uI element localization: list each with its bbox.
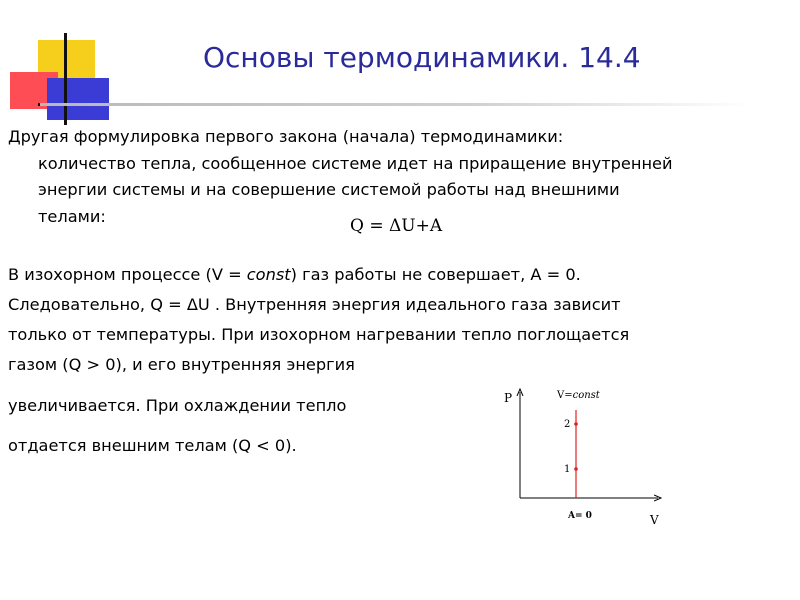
x-axis-label: V: [650, 513, 659, 527]
point-1-marker: [574, 467, 578, 471]
y-axis-label: P: [504, 391, 513, 405]
intro-line-1: Другая формулировка первого закона (начала) термодинамики:: [8, 127, 564, 146]
point-1-label: 1: [564, 464, 571, 475]
logo-vertical-bar: [64, 33, 67, 125]
intro-line-2: количество тепла, сообщенное системе идет на приращение внутренней: [38, 153, 673, 173]
point-2-marker: [574, 422, 578, 426]
process-label: [556, 390, 601, 401]
process-label-const: const: [572, 390, 600, 401]
work-label: A= 0: [568, 511, 592, 521]
point-2-label: 2: [564, 419, 571, 430]
body-line-5: увеличивается. При охлаждении тепло: [8, 396, 347, 415]
first-law-formula: Q = ΔU+A: [350, 216, 443, 236]
body-line-3: только от температуры. При изохорном нагревании тепло поглощается: [8, 325, 630, 344]
body-line-1: [8, 265, 581, 284]
body-line-1-const: const: [246, 265, 291, 284]
logo-blue-square: [47, 78, 109, 120]
slide-logo: [0, 0, 110, 125]
body-line-6: отдается внешним телам (Q < 0).: [8, 436, 297, 455]
process-label-prefix: V=: [557, 390, 573, 401]
body-line-1-prefix: В изохорном процессе (V =: [8, 265, 247, 284]
body-line-2: Следовательно, Q = ΔU . Внутренняя энергия идеального газа зависит: [8, 295, 621, 314]
intro-line-3: энергии системы и на совершение системой работы над внешними: [38, 180, 620, 199]
isochoric-pv-diagram: [495, 382, 675, 532]
page-title: Основы термодинамики. 14.4: [203, 41, 641, 74]
body-line-1-suffix: ) газ работы не совершает, A = 0.: [290, 265, 581, 284]
body-line-4: газом (Q > 0), и его внутренняя энергия: [8, 355, 355, 374]
intro-line-4: телами:: [38, 206, 106, 226]
title-underline: [40, 103, 752, 106]
intro-paragraph: [8, 124, 798, 230]
